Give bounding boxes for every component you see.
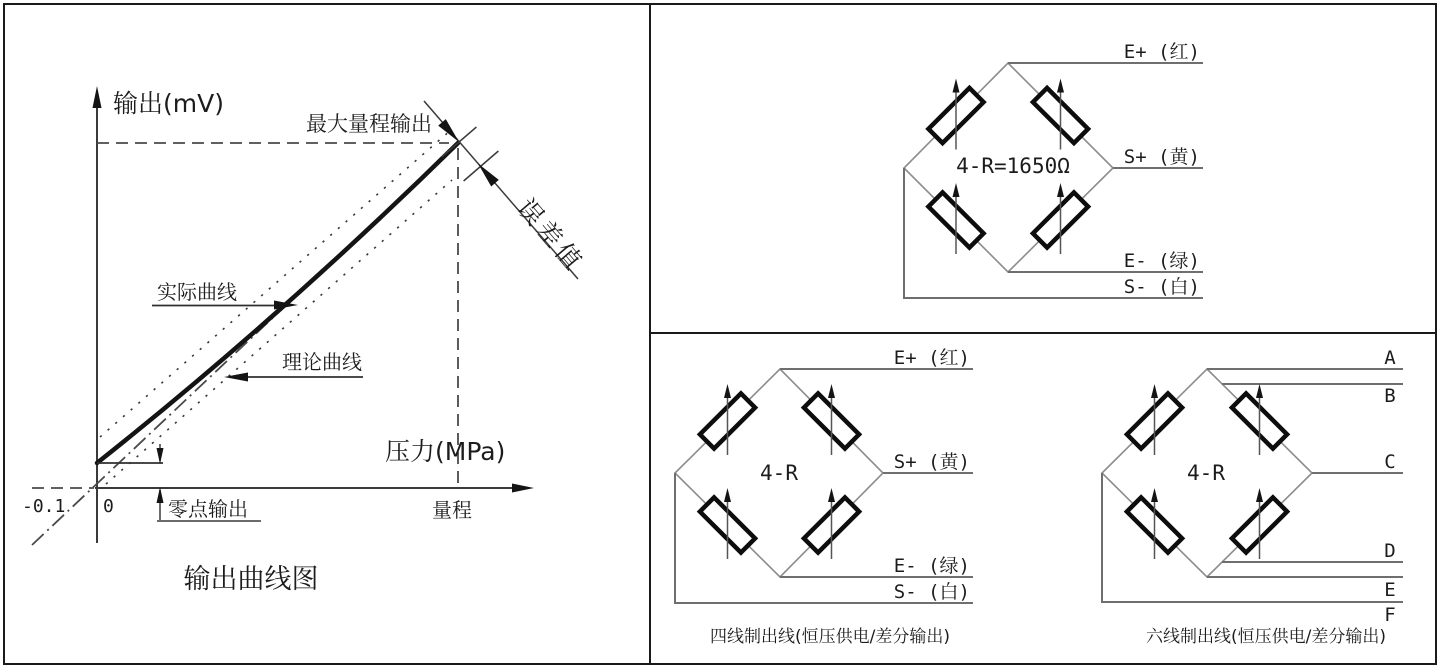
zero-tick-label: 0	[103, 496, 114, 517]
strain-gauge-resistor	[700, 488, 755, 559]
theoretical-curve-annotation	[224, 350, 363, 382]
theoretical-curve-label: 理论曲线	[282, 350, 362, 374]
wire-label-s-minus: S- (白)	[1123, 276, 1200, 298]
wire-label-e-plus: E+ (红)	[893, 347, 970, 369]
bridge-diagram-four-wire	[675, 347, 973, 647]
gauge-arrow-icon	[1057, 79, 1064, 93]
output-curve-chart	[22, 86, 590, 595]
gauge-arrow-icon	[1057, 183, 1064, 197]
x-axis-label: 压力(MPa)	[385, 437, 506, 466]
error-value-label: 误差值	[511, 193, 591, 279]
strain-gauge-resistor	[804, 384, 859, 455]
gauge-arrow-icon	[1151, 384, 1158, 398]
strain-gauge-resistor	[1127, 488, 1182, 559]
zero-output-label: 零点输出	[168, 497, 248, 521]
wire-label-e-minus: E- (绿)	[893, 555, 970, 577]
actual-curve-annotation	[152, 280, 298, 310]
gauge-arrow-icon	[953, 79, 960, 93]
zero-dim-arrow-down-icon	[157, 448, 164, 464]
gauge-arrow-icon	[828, 488, 835, 502]
strain-gauge-resistor	[1033, 183, 1088, 254]
wire-label-s-minus: S- (白)	[893, 581, 970, 603]
wire-label-f: F	[1384, 604, 1396, 626]
bridge-resistance-label: 4-R	[760, 461, 798, 485]
four-wire-caption: 四线制出线(恒压供电/差分输出)	[710, 627, 950, 647]
bridge-diagram-top	[904, 41, 1203, 298]
gauge-arrow-icon	[724, 488, 731, 502]
gauge-arrow-icon	[724, 384, 731, 398]
bridge-diagram-six-wire	[1102, 347, 1403, 647]
wire-label-e-minus: E- (绿)	[1123, 250, 1200, 272]
gauge-arrow-icon	[953, 183, 960, 197]
strain-gauge-resistor	[928, 183, 983, 254]
bridge-resistance-label: 4-R=1650Ω	[956, 154, 1070, 178]
wire-label-a: A	[1384, 347, 1396, 369]
y-axis-label: 输出(mV)	[113, 89, 224, 118]
gauge-arrow-icon	[1256, 488, 1263, 502]
max-output-arrow-icon	[438, 119, 459, 142]
strain-gauge-resistor	[1033, 79, 1088, 150]
gauge-arrow-icon	[1151, 488, 1158, 502]
wire-label-s-plus: S+ (黄)	[893, 451, 970, 473]
range-tick-label: 量程	[432, 498, 472, 522]
zero-dim-arrow-up-icon	[157, 487, 164, 503]
strain-gauge-resistor	[1232, 488, 1287, 559]
strain-gauge-resistor	[928, 79, 983, 150]
max-output-label: 最大量程输出	[306, 112, 432, 136]
error-value-annotation	[424, 101, 590, 279]
wire-label-b: B	[1384, 385, 1396, 407]
six-wire-caption: 六线制出线(恒压供电/差分输出)	[1146, 627, 1386, 647]
x-axis-arrow-icon	[512, 484, 534, 493]
strain-gauge-resistor	[804, 488, 859, 559]
wire-label-e-plus: E+ (红)	[1123, 41, 1200, 63]
wire-label-c: C	[1384, 451, 1396, 473]
bridge-resistance-label: 4-R	[1187, 461, 1225, 485]
strain-gauge-resistor	[1232, 384, 1287, 455]
chart-title: 输出曲线图	[183, 564, 319, 595]
theoretical-curve-arrow-icon	[224, 373, 248, 382]
zero-output-annotation	[97, 444, 261, 521]
strain-gauge-resistor	[700, 384, 755, 455]
wire-label-s-plus: S+ (黄)	[1123, 146, 1200, 168]
gauge-arrow-icon	[828, 384, 835, 398]
upper-dotted-band	[100, 129, 452, 437]
wire-label-e: E	[1384, 579, 1396, 601]
gauge-arrow-icon	[1256, 384, 1263, 398]
strain-gauge-resistor	[1127, 384, 1182, 455]
negative-tick-label: -0.1	[22, 496, 66, 517]
wire-label-d: D	[1384, 540, 1396, 562]
actual-curve-label: 实际曲线	[157, 280, 237, 304]
y-axis-arrow-icon	[93, 86, 102, 108]
